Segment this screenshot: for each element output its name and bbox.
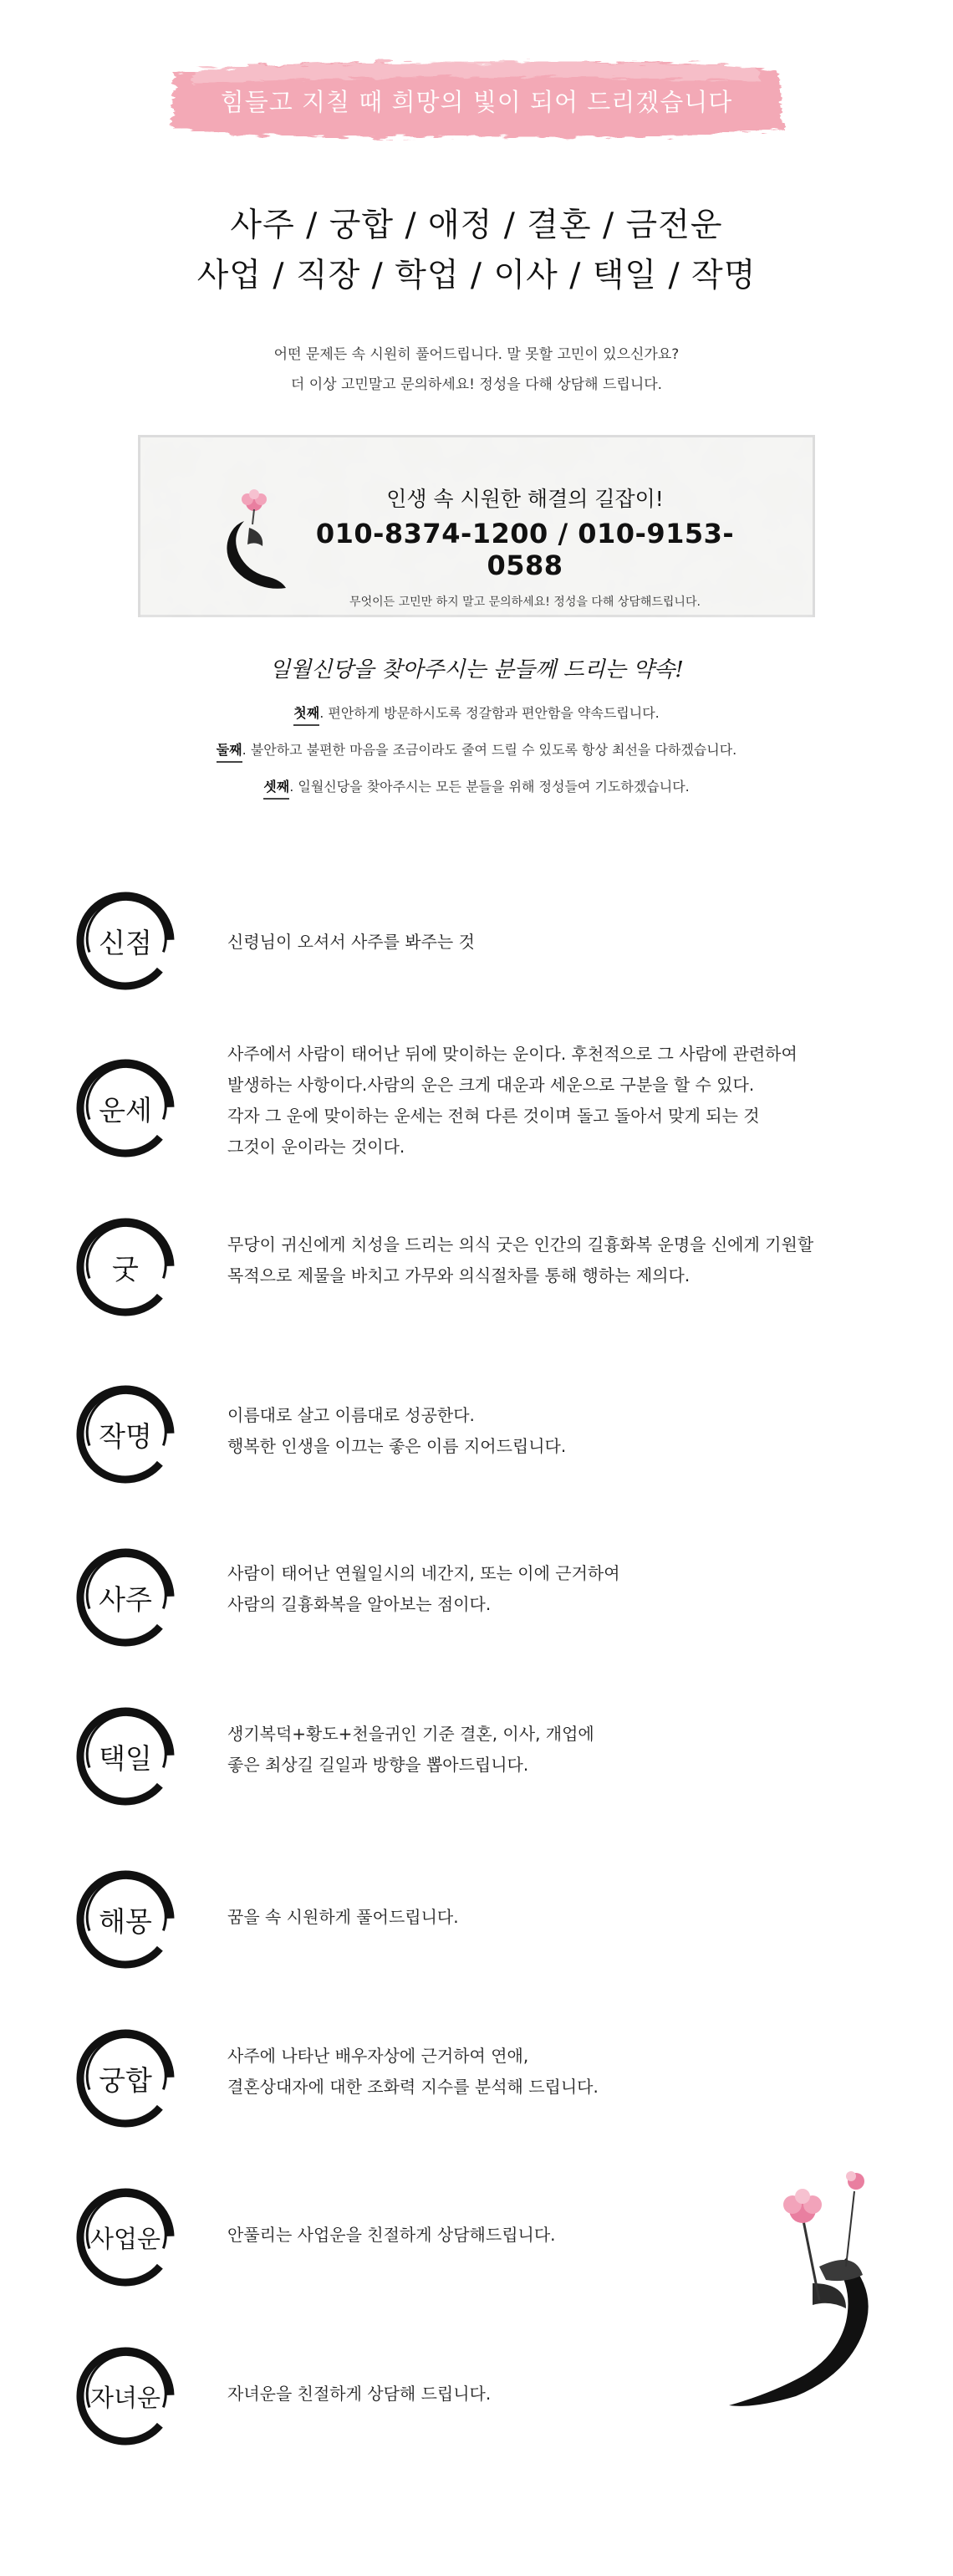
description-line: 좋은 최상길 길일과 방향을 뽑아드립니다. xyxy=(227,1755,529,1775)
service-label: 신점 xyxy=(99,926,152,959)
service-label: 해몽 xyxy=(99,1904,152,1938)
promise-text: . 불안하고 불편한 마음을 조금이라도 줄여 드릴 수 있도록 항상 최선을 다하겠습니다. xyxy=(242,742,737,758)
service-item-taegil xyxy=(0,1702,953,1836)
intro-line-2: 더 이상 고민말고 문의하세요! 정성을 다해 상담해 드립니다. xyxy=(290,376,663,393)
service-label: 궁합 xyxy=(99,2063,152,2097)
service-description xyxy=(227,1902,863,1933)
banner-text: 힘들고 지칠 때 희망의 빛이 되어 드리겠습니다 xyxy=(220,88,733,116)
description-line: 그것이 운이라는 것이다. xyxy=(227,1137,405,1157)
description-line: 결혼상대자에 대한 조화력 지수를 분석해 드립니다. xyxy=(227,2077,599,2097)
service-item-jakmyeong xyxy=(0,1380,953,1514)
service-emblem xyxy=(71,1702,180,1811)
contact-box xyxy=(138,435,815,617)
intro-line-1: 어떤 문제든 속 시원히 풀어드립니다. 말 못할 고민이 있으신가요? xyxy=(273,346,680,363)
promise-text: . 편안하게 방문하시도록 정갈함과 편안함을 약속드립니다. xyxy=(319,705,660,721)
promise-item-1 xyxy=(0,695,953,732)
promise-lead: 첫째 xyxy=(293,705,319,726)
promise-lead: 둘째 xyxy=(217,742,242,763)
promise-text: . 일월신당을 찾아주시는 모든 분들을 위해 정성들여 기도하겠습니다. xyxy=(289,779,690,795)
description-line: 사람의 길흉화복을 알아보는 점이다. xyxy=(227,1594,492,1614)
description-line: 신령님이 오셔서 사주를 봐주는 것 xyxy=(227,932,475,952)
service-emblem xyxy=(71,2024,180,2133)
contact-text xyxy=(291,483,759,610)
description-line: 발생하는 사항이다.사람의 운은 크게 대운과 세운으로 구분을 할 수 있다. xyxy=(227,1075,755,1095)
service-description xyxy=(227,2041,863,2103)
service-emblem xyxy=(71,1865,180,1974)
service-description xyxy=(227,1558,863,1620)
service-item-gunghap xyxy=(0,2024,953,2158)
lotus-ink-illustration xyxy=(721,2158,888,2409)
service-emblem xyxy=(71,2183,180,2292)
service-emblem xyxy=(71,1054,180,1163)
hero-banner xyxy=(163,49,790,149)
promise-item-3 xyxy=(0,769,953,805)
service-description xyxy=(227,1719,863,1781)
promise-item-2 xyxy=(0,732,953,769)
description-line: 사주에 나타난 배우자상에 근거하여 연애, xyxy=(227,2046,529,2066)
service-emblem xyxy=(71,1543,180,1652)
service-emblem xyxy=(71,2342,180,2451)
category-line-1: 사주 / 궁합 / 애정 / 결혼 / 금전운 xyxy=(230,207,723,244)
promise-lead: 셋째 xyxy=(263,779,289,800)
service-label: 굿 xyxy=(112,1252,139,1285)
service-item-unse xyxy=(0,1044,953,1188)
category-line-2: 사업 / 직장 / 학업 / 이사 / 택일 / 작명 xyxy=(196,257,757,294)
description-line: 자녀운을 친절하게 상담해 드립니다. xyxy=(227,2384,492,2404)
service-item-saju xyxy=(0,1543,953,1677)
category-list xyxy=(0,201,953,301)
service-emblem xyxy=(71,887,180,995)
service-label: 자녀운 xyxy=(89,2383,161,2412)
description-line: 사주에서 사람이 태어난 뒤에 맞이하는 운이다. 후천적으로 그 사람에 관련하여 xyxy=(227,1044,798,1064)
service-label: 택일 xyxy=(99,1741,152,1775)
service-description xyxy=(227,927,863,958)
service-description xyxy=(227,1039,863,1163)
service-emblem xyxy=(71,1380,180,1489)
description-line: 이름대로 살고 이름대로 성공한다. xyxy=(227,1405,475,1425)
description-line: 안풀리는 사업운을 친절하게 상담해드립니다. xyxy=(227,2225,556,2245)
service-label: 작명 xyxy=(99,1419,152,1453)
promise-section xyxy=(0,652,953,805)
service-emblem xyxy=(71,1213,180,1321)
intro-text xyxy=(0,340,953,400)
description-line: 꿈을 속 시원하게 풀어드립니다. xyxy=(227,1907,459,1927)
description-line: 무당이 귀신에게 치성을 드리는 의식 굿은 인간의 길흉화복 운명을 신에게 기원할 xyxy=(227,1234,814,1255)
service-item-sinjeom xyxy=(0,887,953,1020)
service-label: 운세 xyxy=(99,1093,152,1127)
phone-numbers[interactable]: 010-8374-1200 / 010-9153-0588 xyxy=(315,518,735,581)
description-line: 목적으로 제물을 바치고 가무와 의식절차를 통해 행하는 제의다. xyxy=(227,1265,691,1285)
service-description xyxy=(227,1400,863,1462)
description-line: 행복한 인생을 이끄는 좋은 이름 지어드립니다. xyxy=(227,1436,567,1456)
service-item-gut xyxy=(0,1213,953,1347)
description-line: 생기복덕+황도+천을귀인 기준 결혼, 이사, 개업에 xyxy=(227,1724,594,1744)
contact-title: 인생 속 시원한 해결의 길잡이! xyxy=(386,487,664,511)
service-label: 사주 xyxy=(99,1582,152,1616)
description-line: 각자 그 운에 맞이하는 운세는 전혀 다른 것이며 돌고 돌아서 맞게 되는 것 xyxy=(227,1106,760,1126)
contact-subtitle: 무엇이든 고민만 하지 말고 문의하세요! 정성을 다해 상담해드립니다. xyxy=(349,595,701,609)
service-label: 사업운 xyxy=(89,2224,161,2253)
service-description xyxy=(227,1229,863,1291)
service-item-haemong xyxy=(0,1865,953,1999)
lotus-ink-icon xyxy=(214,478,289,595)
promise-title: 일월신당을 찾아주시는 분들께 드리는 약속! xyxy=(269,657,684,682)
description-line: 사람이 태어난 연월일시의 네간지, 또는 이에 근거하여 xyxy=(227,1563,620,1583)
